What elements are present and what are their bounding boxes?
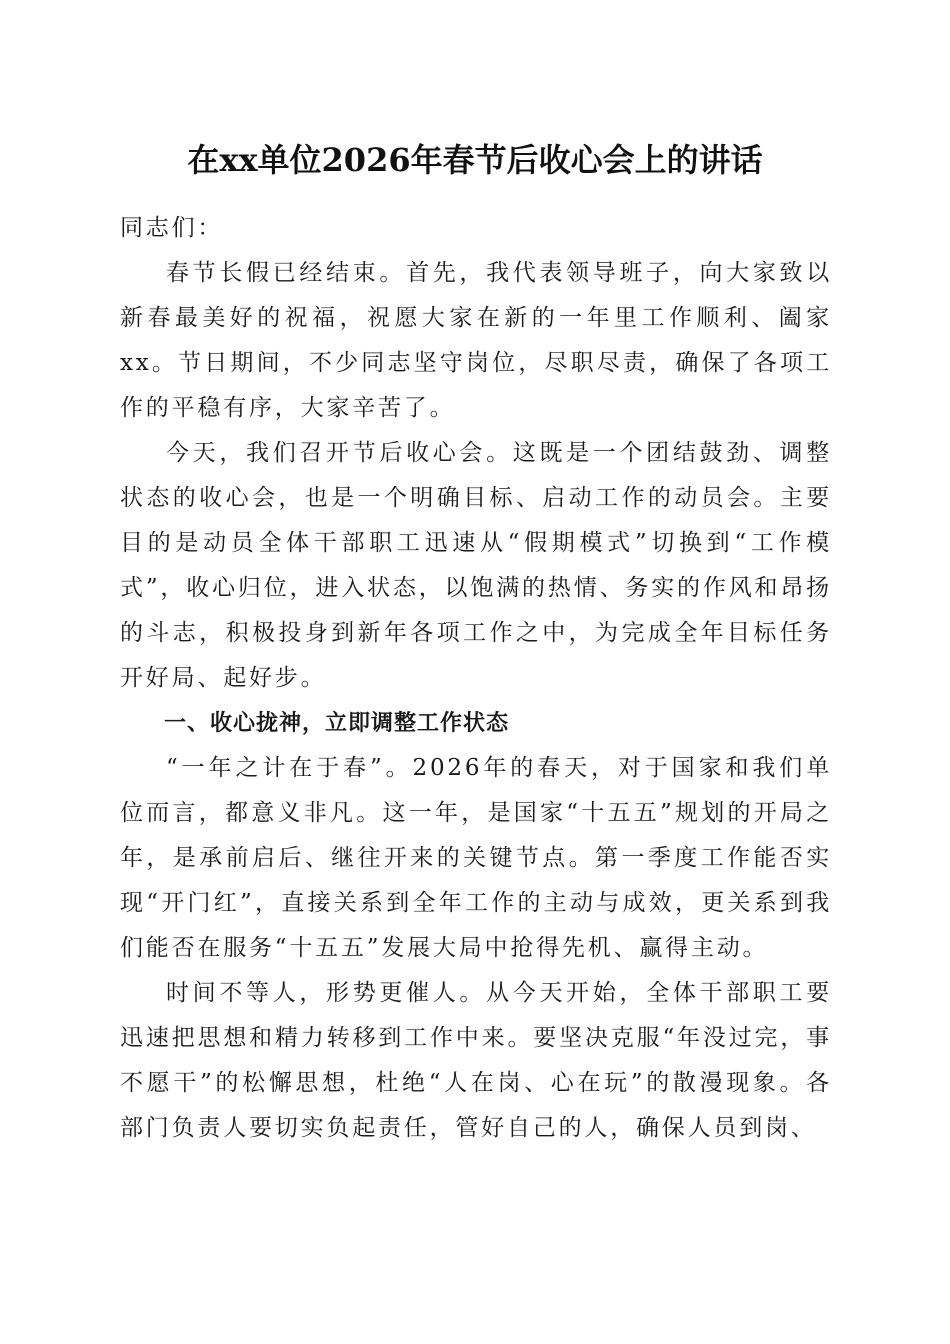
document-body [120,206,832,1151]
paragraph-opening: 春节长假已经结束。首先，我代表领导班子，向大家致以新春最美好的祝福，祝愿大家在新的一年里工作顺利、阖家xx。节日期间，不少同志坚守岗位，尽职尽责，确保了各项工作的平稳有序，大家辛苦了。 [120,260,832,421]
paragraph-purpose: 今天，我们召开节后收心会。这既是一个团结鼓劲、调整状态的收心会，也是一个明确目标、启动工作的动员会。主要目的是动员全体干部职工迅速从“假期模式”切换到“工作模式”，收心归位，进入状态，以饱满的热情、务实的作风和昂扬的斗志，积极投身到新年各项工作之中，为完成全年目标任务开好局、起好步。 [120,440,832,691]
paragraph-section1-b: 时间不等人，形势更催人。从今天开始，全体干部职工要迅速把思想和精力转移到工作中来。要坚决克服“年没过完，事不愿干”的松懈思想，杜绝“人在岗、心在玩”的散漫现象。各部门负责人要切实负起责任，管好自己的人，确保人员到岗、 [120,980,832,1141]
salutation: 同志们： [120,215,224,241]
section-heading-1: 一、收心拢神，立即调整工作状态 [164,711,510,736]
paragraph-section1-a: “一年之计在于春”。2026年的春天，对于国家和我们单位而言，都意义非凡。这一年，是国家“十五五”规划的开局之年，是承前启后、继往开来的关键节点。第一季度工作能否实现“开门红”，直接关系到全年工作的主动与成效，更关系到我们能否在服务“十五五”发展大局中抢得先机、赢得主动。 [120,755,832,961]
document-title: 在xx单位2026年春节后收心会上的讲话 [187,141,763,179]
